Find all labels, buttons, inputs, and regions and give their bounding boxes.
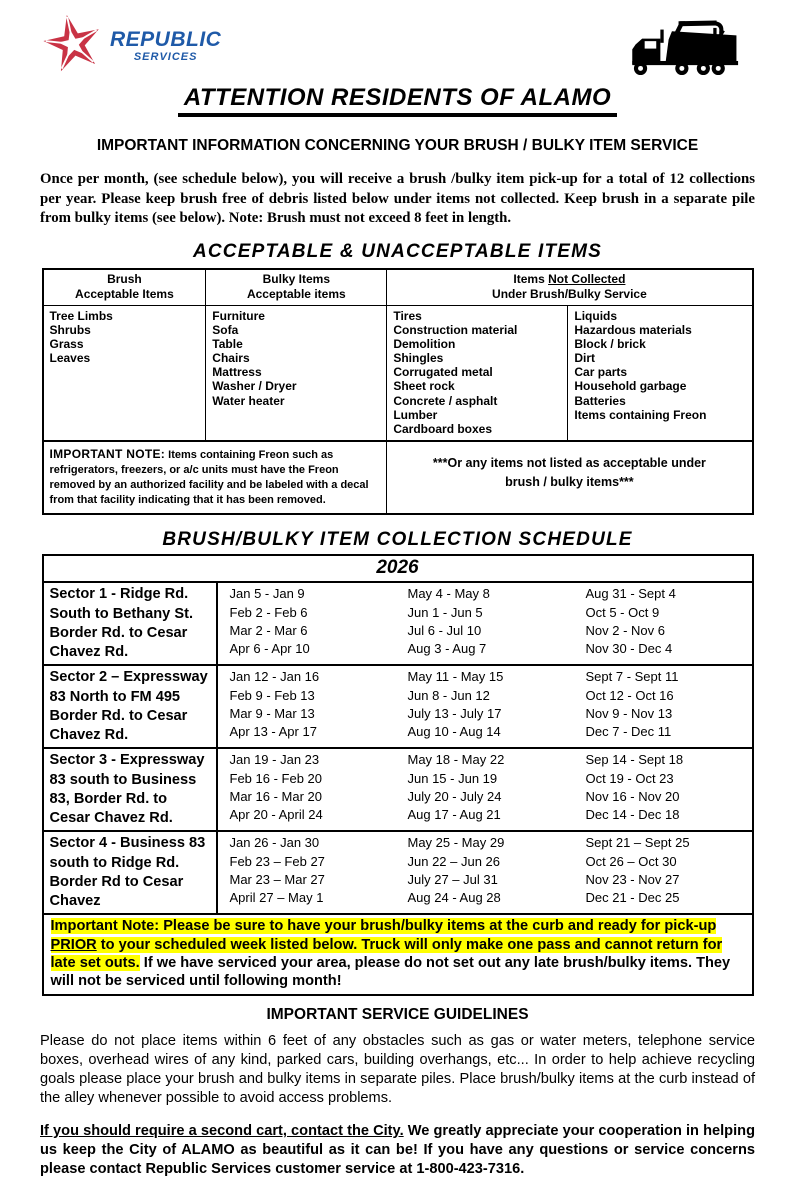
- list-item: Car parts: [574, 365, 628, 380]
- list-item: Demolition: [393, 336, 456, 351]
- not-collected-column-header: Items Not Collected Under Brush/Bulky Service: [387, 269, 753, 306]
- sector-2-row: [44, 666, 752, 749]
- list-item: Jan 5 - Jan 9: [229, 586, 305, 602]
- list-item: July 27 – Jul 31: [407, 872, 498, 888]
- intro-paragraph: Once per month, (see schedule below), you will receive a brush /bulky item pick-up for a total of 12 collections per year. Please keep brush free of debris listed below under items not collected. Keep brush in a separate pile from bulky items (see below). Note: Brush must not exceed 8 feet in length.: [40, 171, 755, 227]
- list-item: Oct 19 - Oct 23: [585, 770, 674, 786]
- republic-services-logo: [42, 10, 221, 72]
- list-item: July 20 - July 24: [407, 789, 502, 805]
- list-item: Hazardous materials: [574, 322, 692, 337]
- date-column: [574, 752, 752, 826]
- bulky-column-header: Bulky Items Acceptable items: [206, 269, 387, 306]
- list-item: Dec 7 - Dec 11: [585, 724, 672, 740]
- logo-brand-text: REPUBLIC: [110, 28, 222, 51]
- guidelines-heading: IMPORTANT SERVICE GUIDELINES: [266, 1006, 529, 1024]
- list-item: Feb 16 - Feb 20: [229, 770, 322, 786]
- list-item: Chairs: [212, 351, 250, 366]
- date-column: [218, 586, 396, 660]
- freon-note: [43, 441, 387, 514]
- page-title: ATTENTION RESIDENTS OF ALAMO: [178, 84, 617, 117]
- list-item: Oct 12 - Oct 16: [585, 687, 674, 703]
- list-item: Water heater: [212, 393, 285, 408]
- not-collected-list-b: [568, 305, 753, 441]
- list-item: Cardboard boxes: [393, 421, 493, 436]
- list-item: Nov 30 - Dec 4: [585, 641, 673, 657]
- closing-paragraph: [40, 1122, 755, 1179]
- second-cart-underlined: If you should require a second cart, contact the City.: [40, 1123, 404, 1140]
- list-item: Jan 26 - Jan 30: [229, 835, 320, 851]
- freon-note-text: Items containing Freon such as refrigerators, freezers, or a/c units must have the Freon removed by an authorized facility and be labeled with a decal from that facility indicating that it has been removed.: [49, 449, 369, 506]
- list-item: Feb 23 – Feb 27: [229, 853, 325, 869]
- list-item: Grass: [49, 336, 84, 351]
- schedule-heading: BRUSH/BULKY ITEM COLLECTION SCHEDULE: [162, 529, 633, 551]
- brush-items-list: [43, 305, 206, 441]
- list-item: Nov 2 - Nov 6: [585, 623, 665, 639]
- list-item: May 4 - May 8: [407, 586, 490, 602]
- schedule-year: 2026: [44, 556, 752, 583]
- list-item: Dec 21 - Dec 25: [585, 890, 680, 906]
- date-column: [218, 752, 396, 826]
- list-item: Tires: [393, 308, 422, 323]
- list-item: Oct 26 – Oct 30: [585, 853, 677, 869]
- items-section-heading: ACCEPTABLE & UNACCEPTABLE ITEMS: [192, 240, 603, 262]
- list-item: Feb 2 - Feb 6: [229, 604, 308, 620]
- sector-2-label: Sector 2 – Expressway 83 North to FM 495 Border Rd. to Cesar Chavez Rd.: [44, 666, 218, 747]
- list-item: Mar 16 - Mar 20: [229, 789, 322, 805]
- list-item: Jun 22 – Jun 26: [407, 853, 501, 869]
- bulky-items-list: [206, 305, 387, 441]
- highlighted-note-part-2: to your scheduled week listed below. Truck will only make one pass and cannot return for late set outs.: [50, 936, 723, 971]
- list-item: Household garbage: [574, 379, 687, 394]
- list-item: Aug 3 - Aug 7: [407, 641, 487, 657]
- list-item: Nov 16 - Nov 20: [585, 789, 680, 805]
- list-item: Shrubs: [49, 322, 91, 337]
- sector-4-row: [44, 832, 752, 913]
- date-column: [574, 669, 752, 743]
- list-item: July 13 - July 17: [407, 706, 502, 722]
- list-item: Sep 14 - Sept 18: [585, 752, 684, 768]
- date-column: [574, 586, 752, 660]
- page-subtitle: IMPORTANT INFORMATION CONCERNING YOUR BRUSH / BULKY ITEM SERVICE: [96, 137, 699, 154]
- list-item: Sept 21 – Sept 25: [585, 835, 690, 851]
- sector-2-dates: [218, 666, 752, 747]
- date-column: [396, 835, 574, 909]
- list-item: Concrete / asphalt: [393, 393, 498, 408]
- not-collected-list-a: [387, 305, 568, 441]
- items-table-note-row: [43, 441, 753, 514]
- list-item: Jun 15 - Jun 19: [407, 770, 498, 786]
- sector-4-dates: [218, 832, 752, 913]
- sector-3-row: [44, 749, 752, 832]
- list-item: Table: [212, 336, 243, 351]
- list-item: Jan 19 - Jan 23: [229, 752, 320, 768]
- sector-1-label: Sector 1 - Ridge Rd. South to Bethany St. Border Rd. to Cesar Chavez Rd.: [44, 583, 218, 664]
- list-item: May 18 - May 22: [407, 752, 505, 768]
- sector-3-dates: [218, 749, 752, 830]
- list-item: May 11 - May 15: [407, 669, 504, 685]
- header: [40, 10, 755, 82]
- list-item: Aug 17 - Aug 21: [407, 807, 501, 823]
- date-column: [396, 586, 574, 660]
- date-column: [218, 835, 396, 909]
- date-column: [574, 835, 752, 909]
- logo-wordmark: [110, 29, 221, 63]
- grapple-truck-icon: [621, 18, 751, 80]
- list-item: Washer / Dryer: [212, 379, 297, 394]
- list-item: Aug 31 - Sept 4: [585, 586, 676, 602]
- list-item: May 25 - May 29: [407, 835, 505, 851]
- guidelines-paragraph: Please do not place items within 6 feet of any obstacles such as gas or water meters, telephone service boxes, overhead wires of any kind, parked cars, building overhangs, etc... In order to help achieve recycling goals please place your brush and bulky items in separate piles. Place brush/bulky items at the curb instead of the alley whenever possible to avoid access problems.: [40, 1033, 755, 1107]
- list-item: Leaves: [49, 351, 91, 366]
- list-item: Liquids: [574, 308, 618, 323]
- list-item: Shingles: [393, 351, 444, 366]
- list-item: Items containing Freon: [574, 407, 707, 422]
- items-table-header-row: [43, 269, 753, 306]
- highlighted-note-part-1: Important Note: Please be sure to have your brush/bulky items at the curb and ready for pick-up: [50, 918, 717, 935]
- list-item: Lumber: [393, 407, 438, 422]
- date-column: [218, 669, 396, 743]
- sector-4-label: Sector 4 - Business 83 south to Ridge Rd. Border Rd to Cesar Chavez: [44, 832, 218, 913]
- list-item: Batteries: [574, 393, 626, 408]
- list-item: Sept 7 - Sept 11: [585, 669, 679, 685]
- list-item: Sofa: [212, 322, 239, 337]
- date-column: [396, 752, 574, 826]
- list-item: Mattress: [212, 365, 262, 380]
- list-item: Furniture: [212, 308, 265, 323]
- not-listed-note: ***Or any items not listed as acceptable under brush / bulky items***: [387, 441, 753, 514]
- sector-3-label: Sector 3 - Expressway 83 south to Business 83, Border Rd. to Cesar Chavez Rd.: [44, 749, 218, 830]
- list-item: Apr 6 - Apr 10: [229, 641, 310, 657]
- list-item: Apr 13 - Apr 17: [229, 724, 317, 740]
- logo-sub-text: SERVICES: [133, 51, 198, 63]
- list-item: Aug 24 - Aug 28: [407, 890, 501, 906]
- list-item: Sheet rock: [393, 379, 455, 394]
- list-item: Mar 2 - Mar 6: [229, 623, 308, 639]
- list-item: April 27 – May 1: [229, 890, 324, 906]
- list-item: Jun 8 - Jun 12: [407, 687, 490, 703]
- closing-rest: We greatly appreciate your cooperation in helping us keep the City of ALAMO as beautiful as it can be! If you have any questions or service concerns please contact Republic Services customer service at 1-800-423-7316.: [40, 1123, 755, 1178]
- list-item: Apr 20 - April 24: [229, 807, 323, 823]
- date-column: [396, 669, 574, 743]
- brush-column-header: Brush Acceptable Items: [43, 269, 206, 306]
- list-item: Jan 12 - Jan 16: [229, 669, 320, 685]
- list-item: Jun 1 - Jun 5: [407, 604, 483, 620]
- list-item: Oct 5 - Oct 9: [585, 604, 660, 620]
- list-item: Dirt: [574, 351, 596, 366]
- star-recycle-icon: [42, 10, 104, 72]
- list-item: Mar 9 - Mar 13: [229, 706, 315, 722]
- list-item: Tree Limbs: [49, 308, 113, 323]
- list-item: Construction material: [393, 322, 518, 337]
- list-item: Nov 23 - Nov 27: [585, 872, 680, 888]
- list-item: Mar 23 – Mar 27: [229, 872, 325, 888]
- sector-1-dates: [218, 583, 752, 664]
- list-item: Dec 14 - Dec 18: [585, 807, 680, 823]
- sector-1-row: [44, 583, 752, 666]
- list-item: Block / brick: [574, 336, 646, 351]
- list-item: Corrugated metal: [393, 365, 493, 380]
- items-table-body-row: [43, 305, 753, 441]
- list-item: Aug 10 - Aug 14: [407, 724, 501, 740]
- prior-underlined: PRIOR: [50, 936, 97, 953]
- list-item: Jul 6 - Jul 10: [407, 623, 482, 639]
- acceptable-items-table: [42, 268, 754, 516]
- curb-pickup-note: [42, 913, 754, 996]
- note-unhighlighted-part: If we have serviced your area, please do not set out any late brush/bulky items. They will not be serviced until following month!: [50, 954, 731, 990]
- list-item: Nov 9 - Nov 13: [585, 706, 673, 722]
- list-item: Feb 9 - Feb 13: [229, 687, 315, 703]
- freon-note-label: IMPORTANT NOTE:: [49, 447, 166, 461]
- collection-schedule-table: [42, 554, 754, 915]
